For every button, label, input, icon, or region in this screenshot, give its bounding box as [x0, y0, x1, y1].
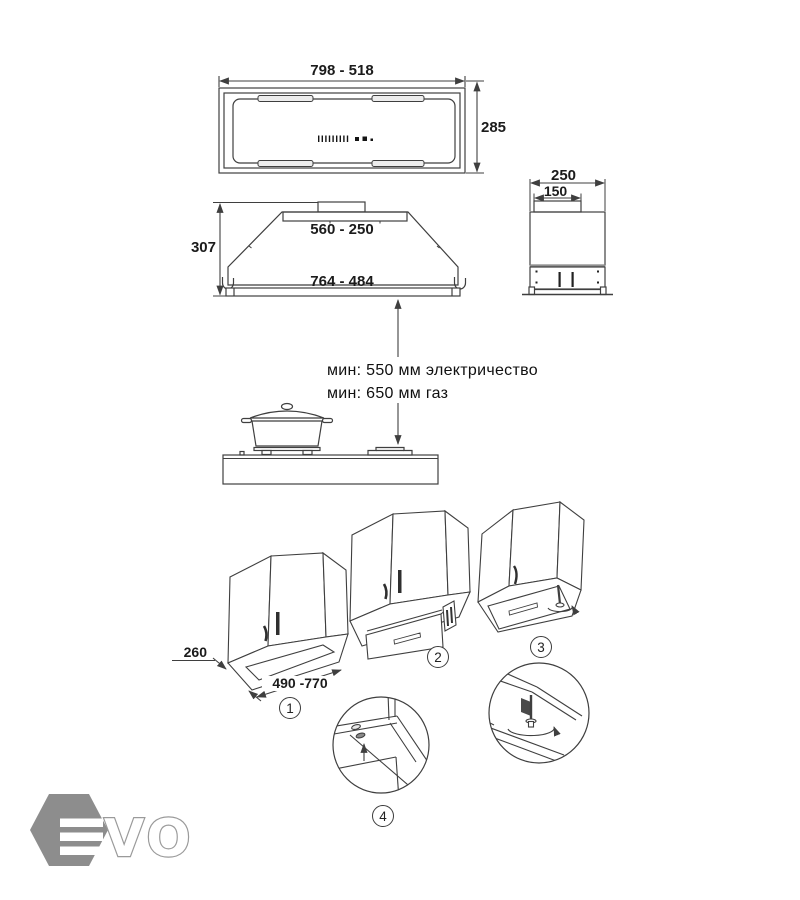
pot-lid	[250, 411, 324, 418]
front-view-height-label: 307	[190, 239, 216, 256]
step-badge-3: 3	[530, 636, 552, 658]
clamp-spring	[521, 698, 531, 716]
control-panel-marks	[318, 136, 373, 143]
step-badge-2: 2	[427, 646, 449, 668]
front-view-inner-width-label: 560 - 250	[310, 221, 374, 238]
clearance-gas-label: мин: 650 мм газ	[327, 385, 449, 402]
hood-top-view	[219, 88, 465, 173]
clearance-electric-label: мин: 550 мм электричество	[327, 362, 538, 379]
rotate-arrow-detail	[508, 727, 554, 736]
step-badge-4: 4	[372, 805, 394, 827]
cabinet-step-2	[350, 511, 470, 659]
pot-body	[252, 421, 322, 446]
detail-circle-keyhole	[330, 692, 432, 800]
logo-hexagon	[30, 794, 108, 866]
cabinet-step-3	[478, 502, 584, 632]
pot-handle-right	[323, 419, 333, 423]
cabinet1-handle-right	[276, 612, 280, 635]
cabinet2-right-side	[445, 511, 470, 595]
niche-depth-label: 260	[183, 644, 207, 660]
logo-e-bars	[60, 819, 103, 856]
pot-handle-left	[242, 419, 252, 423]
cabinet2-handle-right	[398, 570, 402, 593]
pot-lid-knob	[282, 404, 293, 410]
side-view-depth-label: 250	[550, 167, 577, 184]
clamp-bracket	[443, 601, 456, 631]
mounting-tabs	[258, 96, 424, 167]
top-view-width-label: 798 - 518	[310, 62, 374, 79]
niche-width-label: 490 -770	[262, 676, 338, 691]
cabinet3-right-side	[557, 502, 584, 590]
right-burner	[368, 448, 412, 456]
top-view-dimensions	[219, 76, 484, 173]
counter-knob	[240, 452, 244, 456]
step-badge-1: 1	[279, 697, 301, 719]
keyhole-slot-lower	[356, 732, 366, 739]
pot	[242, 404, 333, 447]
cabinet-step-1	[228, 553, 348, 690]
cabinet1-right-side	[323, 553, 348, 637]
top-view-depth-label: 285	[481, 119, 507, 136]
evo-logo	[30, 794, 194, 869]
side-view-duct-label: 150	[543, 183, 568, 199]
cooktop	[223, 404, 438, 485]
front-view-body-width-label: 764 - 484	[310, 273, 374, 290]
logo-vo-letters: VO	[104, 809, 194, 869]
detail-circle-screw	[484, 663, 589, 763]
left-burner	[254, 448, 320, 455]
